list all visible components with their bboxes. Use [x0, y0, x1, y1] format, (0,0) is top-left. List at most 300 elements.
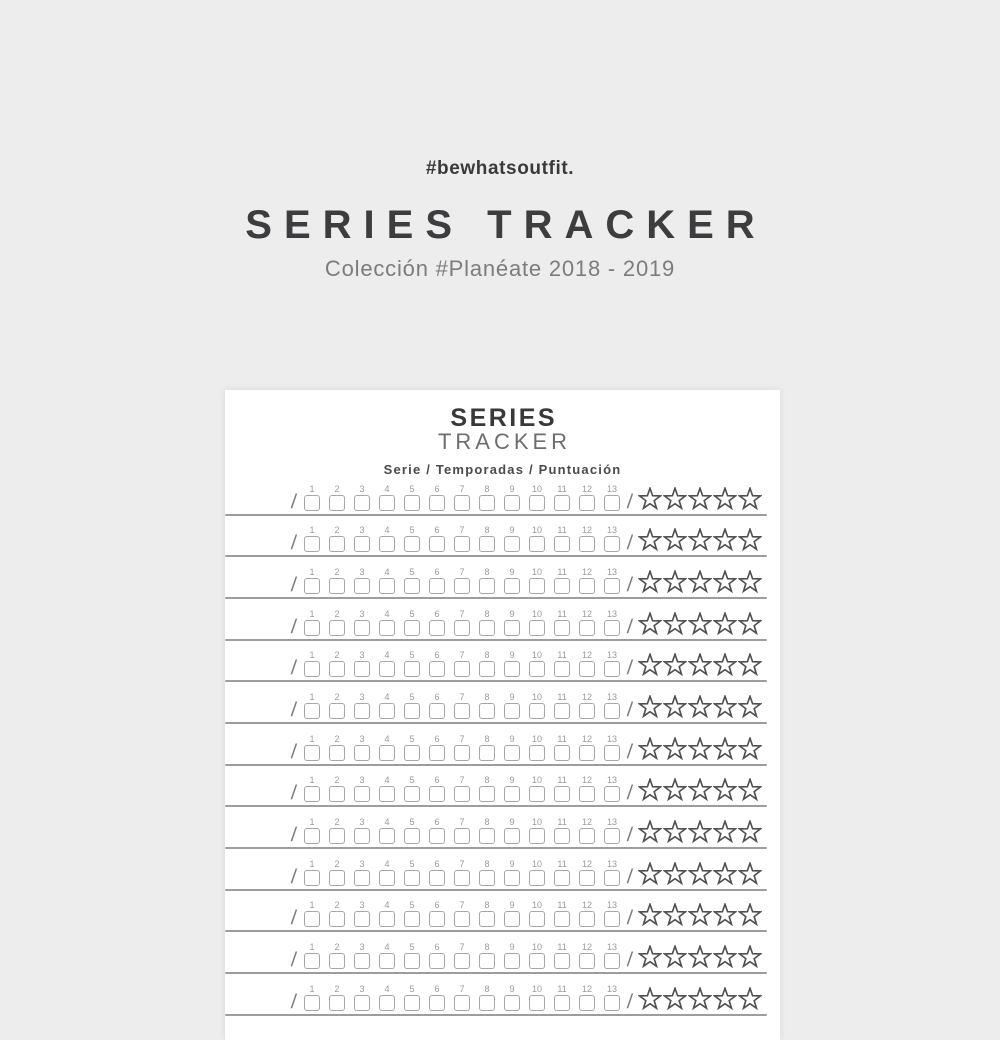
episode-checkbox[interactable]: [504, 953, 520, 969]
episode-checkbox[interactable]: [329, 995, 345, 1011]
episode-checkbox[interactable]: [504, 703, 520, 719]
star-icon[interactable]: [663, 862, 687, 886]
episode-checkbox[interactable]: [329, 911, 345, 927]
episode-checkbox[interactable]: [579, 578, 595, 594]
episode-checkbox[interactable]: [454, 661, 470, 677]
star-icon[interactable]: [738, 570, 762, 594]
episode-checkbox[interactable]: [379, 620, 395, 636]
episode-checkbox[interactable]: [429, 786, 445, 802]
episode-cell: [350, 775, 375, 802]
episode-checkbox[interactable]: [529, 870, 545, 886]
episode-checkbox[interactable]: [479, 703, 495, 719]
episode-checkbox[interactable]: [604, 828, 620, 844]
series-name-field[interactable]: [227, 534, 289, 552]
star-icon[interactable]: [638, 820, 662, 844]
star-icon[interactable]: [738, 903, 762, 927]
episode-checkbox[interactable]: [404, 870, 420, 886]
star-icon[interactable]: [638, 570, 662, 594]
star-icon[interactable]: [688, 612, 712, 636]
star-icon[interactable]: [688, 862, 712, 886]
episode-checkbox[interactable]: [379, 911, 395, 927]
episode-checkbox[interactable]: [354, 620, 370, 636]
episode-checkbox[interactable]: [604, 953, 620, 969]
star-icon[interactable]: [638, 528, 662, 552]
episode-checkbox[interactable]: [554, 703, 570, 719]
episode-checkbox[interactable]: [604, 495, 620, 511]
episode-checkbox[interactable]: [304, 495, 320, 511]
series-name-field[interactable]: [227, 576, 289, 594]
star-icon[interactable]: [688, 487, 712, 511]
star-icon[interactable]: [663, 737, 687, 761]
episode-checkbox[interactable]: [304, 870, 320, 886]
episode-checkbox[interactable]: [454, 495, 470, 511]
episode-cell: [600, 859, 625, 886]
episode-cell: [325, 859, 350, 886]
episode-checkbox[interactable]: [404, 995, 420, 1011]
sheet-legend: Serie / Temporadas / Puntuación: [383, 462, 622, 477]
episode-checkbox[interactable]: [429, 578, 445, 594]
seasons-open-slash: /: [290, 865, 298, 888]
star-icon[interactable]: [738, 695, 762, 719]
episode-checkbox[interactable]: [504, 995, 520, 1011]
episode-cell: [400, 775, 425, 802]
episode-checkbox[interactable]: [604, 786, 620, 802]
star-icon[interactable]: [638, 903, 662, 927]
episode-number: 9: [509, 650, 515, 661]
episode-number: 3: [359, 691, 365, 702]
star-icon[interactable]: [713, 612, 737, 636]
episode-checkbox[interactable]: [554, 786, 570, 802]
episode-checkbox[interactable]: [304, 995, 320, 1011]
episode-checkbox[interactable]: [329, 703, 345, 719]
star-icon[interactable]: [713, 570, 737, 594]
episode-checkbox[interactable]: [404, 536, 420, 552]
episode-cell: [425, 817, 450, 844]
episode-checkbox[interactable]: [329, 870, 345, 886]
episode-checkbox[interactable]: [579, 786, 595, 802]
star-icon[interactable]: [638, 487, 662, 511]
episode-checkbox[interactable]: [379, 786, 395, 802]
episode-checkbox[interactable]: [404, 745, 420, 761]
tracker-row-content: [225, 484, 780, 511]
episode-checkbox[interactable]: [429, 828, 445, 844]
star-icon[interactable]: [638, 987, 662, 1011]
episode-checkbox[interactable]: [454, 536, 470, 552]
episode-checkbox[interactable]: [329, 828, 345, 844]
episode-checkbox[interactable]: [379, 536, 395, 552]
episode-number: 3: [359, 733, 365, 744]
episode-checkbox[interactable]: [579, 536, 595, 552]
episode-checkbox[interactable]: [304, 745, 320, 761]
episode-checkbox[interactable]: [504, 786, 520, 802]
episode-checkbox[interactable]: [554, 745, 570, 761]
episode-cell: [400, 984, 425, 1011]
star-icon[interactable]: [713, 903, 737, 927]
episode-checkbox[interactable]: [429, 911, 445, 927]
episode-checkbox[interactable]: [529, 578, 545, 594]
episode-checkbox[interactable]: [554, 995, 570, 1011]
episode-checkbox[interactable]: [554, 536, 570, 552]
episode-checkbox[interactable]: [579, 703, 595, 719]
episode-checkbox[interactable]: [304, 911, 320, 927]
episode-checkbox[interactable]: [304, 578, 320, 594]
episode-checkbox[interactable]: [354, 703, 370, 719]
episode-checkbox[interactable]: [579, 911, 595, 927]
episode-checkbox[interactable]: [504, 911, 520, 927]
star-icon[interactable]: [688, 945, 712, 969]
tracker-row-content: [225, 900, 780, 930]
episode-checkbox[interactable]: [479, 995, 495, 1011]
row-rule: [225, 555, 767, 557]
star-icon[interactable]: [688, 570, 712, 594]
episode-checkbox[interactable]: [479, 536, 495, 552]
episode-checkbox[interactable]: [604, 911, 620, 927]
episode-number: 1: [309, 900, 315, 911]
series-name-field[interactable]: [227, 659, 289, 677]
episode-checkbox[interactable]: [579, 828, 595, 844]
episode-checkbox[interactable]: [604, 536, 620, 552]
episode-cell: [475, 900, 500, 927]
episode-checkbox[interactable]: [529, 703, 545, 719]
episode-cell: [550, 609, 575, 636]
episode-checkbox[interactable]: [479, 786, 495, 802]
episode-checkbox[interactable]: [529, 911, 545, 927]
episode-checkbox[interactable]: [604, 620, 620, 636]
star-icon[interactable]: [663, 653, 687, 677]
episode-checkbox[interactable]: [529, 536, 545, 552]
series-name-field[interactable]: [227, 909, 289, 927]
episode-checkbox[interactable]: [529, 995, 545, 1011]
episode-checkbox[interactable]: [529, 495, 545, 511]
episode-checkbox[interactable]: [604, 661, 620, 677]
episode-checkbox[interactable]: [304, 953, 320, 969]
episode-checkbox[interactable]: [529, 828, 545, 844]
episode-checkbox[interactable]: [479, 745, 495, 761]
episode-checkbox[interactable]: [404, 828, 420, 844]
star-icon[interactable]: [738, 862, 762, 886]
episode-checkbox[interactable]: [604, 870, 620, 886]
star-icon[interactable]: [713, 695, 737, 719]
episode-number: 13: [607, 650, 618, 661]
star-icon[interactable]: [713, 778, 737, 802]
series-name-field[interactable]: [227, 826, 289, 844]
star-icon[interactable]: [688, 653, 712, 677]
episode-checkbox[interactable]: [329, 745, 345, 761]
series-name-field[interactable]: [227, 951, 289, 969]
episode-checkbox[interactable]: [604, 578, 620, 594]
episode-cell: [375, 984, 400, 1011]
episode-number: 8: [484, 566, 490, 577]
episode-checkbox[interactable]: [554, 620, 570, 636]
episode-checkbox[interactable]: [304, 786, 320, 802]
episode-checkbox[interactable]: [404, 953, 420, 969]
star-icon[interactable]: [663, 987, 687, 1011]
episode-number: 2: [334, 483, 340, 494]
episode-checkbox[interactable]: [329, 620, 345, 636]
episode-checkbox[interactable]: [529, 953, 545, 969]
episode-checkbox[interactable]: [529, 661, 545, 677]
episode-cell: [350, 984, 375, 1011]
episode-number: 1: [309, 650, 315, 661]
episode-checkbox[interactable]: [504, 620, 520, 636]
episode-checkbox[interactable]: [479, 911, 495, 927]
episode-checkbox[interactable]: [479, 661, 495, 677]
episode-checkbox[interactable]: [429, 870, 445, 886]
episode-checkbox[interactable]: [379, 995, 395, 1011]
episode-checkbox[interactable]: [379, 745, 395, 761]
episode-checkbox[interactable]: [304, 703, 320, 719]
episode-number: 4: [384, 608, 390, 619]
episode-number: 3: [359, 900, 365, 911]
star-icon[interactable]: [738, 612, 762, 636]
episode-number: 6: [434, 608, 440, 619]
episode-checkbox[interactable]: [429, 745, 445, 761]
star-icon[interactable]: [738, 945, 762, 969]
episode-checkbox[interactable]: [454, 911, 470, 927]
series-name-field[interactable]: [227, 493, 289, 511]
episode-checkbox[interactable]: [354, 578, 370, 594]
star-icon[interactable]: [688, 737, 712, 761]
episode-cell: [450, 734, 475, 761]
star-icon[interactable]: [663, 695, 687, 719]
star-icon[interactable]: [713, 653, 737, 677]
episode-number: 12: [582, 941, 593, 952]
page-title: SERIES TRACKER: [245, 203, 767, 247]
star-icon[interactable]: [688, 695, 712, 719]
star-icon[interactable]: [638, 695, 662, 719]
episode-checkbox[interactable]: [404, 495, 420, 511]
star-icon[interactable]: [688, 778, 712, 802]
star-icon[interactable]: [638, 862, 662, 886]
episode-checkbox[interactable]: [579, 661, 595, 677]
episode-checkbox[interactable]: [329, 786, 345, 802]
star-icon[interactable]: [638, 612, 662, 636]
star-icon[interactable]: [663, 570, 687, 594]
star-icon[interactable]: [738, 778, 762, 802]
episode-checkbox[interactable]: [429, 620, 445, 636]
episode-number: 11: [557, 650, 567, 661]
series-name-field[interactable]: [227, 784, 289, 802]
star-icon[interactable]: [713, 945, 737, 969]
episode-checkbox[interactable]: [354, 536, 370, 552]
episode-checkbox[interactable]: [429, 661, 445, 677]
episode-cell: [425, 609, 450, 636]
episode-checkbox[interactable]: [354, 911, 370, 927]
episode-checkbox[interactable]: [529, 745, 545, 761]
star-icon[interactable]: [738, 653, 762, 677]
row-rule: [225, 597, 767, 599]
episode-checkbox[interactable]: [454, 953, 470, 969]
rating-slash: /: [625, 657, 633, 680]
episode-checkbox[interactable]: [404, 703, 420, 719]
episode-number: 9: [509, 733, 515, 744]
episode-checkbox[interactable]: [529, 620, 545, 636]
star-icon[interactable]: [713, 820, 737, 844]
episode-checkbox[interactable]: [354, 870, 370, 886]
star-icon[interactable]: [738, 820, 762, 844]
episode-checkbox[interactable]: [554, 495, 570, 511]
episode-checkbox[interactable]: [454, 620, 470, 636]
episode-checkbox[interactable]: [404, 620, 420, 636]
episode-checkbox[interactable]: [354, 495, 370, 511]
episode-number: 12: [582, 983, 593, 994]
episode-number: 4: [384, 525, 390, 536]
star-icon[interactable]: [688, 820, 712, 844]
star-icon[interactable]: [713, 528, 737, 552]
star-icon[interactable]: [688, 903, 712, 927]
episode-checkbox[interactable]: [429, 995, 445, 1011]
series-name-field[interactable]: [227, 701, 289, 719]
episode-checkbox[interactable]: [429, 495, 445, 511]
episode-checkbox[interactable]: [404, 578, 420, 594]
episode-checkbox[interactable]: [379, 870, 395, 886]
episode-checkbox[interactable]: [554, 828, 570, 844]
episode-checkbox[interactable]: [304, 828, 320, 844]
star-icon[interactable]: [663, 945, 687, 969]
episode-number: 10: [532, 775, 543, 786]
episode-checkbox[interactable]: [604, 995, 620, 1011]
star-icon[interactable]: [738, 487, 762, 511]
episode-checkbox[interactable]: [579, 870, 595, 886]
episode-checkbox[interactable]: [304, 536, 320, 552]
episode-checkbox[interactable]: [404, 786, 420, 802]
episode-number: 5: [409, 983, 415, 994]
episode-checkbox[interactable]: [579, 995, 595, 1011]
episode-checkbox[interactable]: [354, 786, 370, 802]
episode-checkbox[interactable]: [479, 495, 495, 511]
episode-number: 1: [309, 775, 315, 786]
episode-checkbox[interactable]: [354, 953, 370, 969]
episode-checkbox[interactable]: [354, 995, 370, 1011]
episode-checkbox[interactable]: [379, 953, 395, 969]
episode-checkbox[interactable]: [454, 745, 470, 761]
episode-checkbox[interactable]: [454, 578, 470, 594]
episode-number: 6: [434, 650, 440, 661]
episode-checkbox[interactable]: [479, 578, 495, 594]
star-icon[interactable]: [688, 987, 712, 1011]
episode-checkbox[interactable]: [579, 953, 595, 969]
episode-checkbox[interactable]: [479, 870, 495, 886]
episode-checkbox[interactable]: [454, 870, 470, 886]
star-icon[interactable]: [713, 737, 737, 761]
star-icon[interactable]: [738, 737, 762, 761]
episode-cell: [350, 609, 375, 636]
series-name-field[interactable]: [227, 618, 289, 636]
episode-number: 10: [532, 525, 543, 536]
star-icon[interactable]: [663, 487, 687, 511]
episode-checkbox[interactable]: [554, 953, 570, 969]
episode-checkbox[interactable]: [329, 661, 345, 677]
episode-checkbox[interactable]: [479, 828, 495, 844]
episode-checkbox[interactable]: [479, 953, 495, 969]
episode-checkbox[interactable]: [504, 536, 520, 552]
star-icon[interactable]: [663, 778, 687, 802]
episode-checkbox[interactable]: [379, 703, 395, 719]
star-icon[interactable]: [638, 737, 662, 761]
episode-checkbox[interactable]: [429, 953, 445, 969]
episode-cell: [400, 734, 425, 761]
episode-checkbox[interactable]: [554, 578, 570, 594]
star-icon[interactable]: [638, 653, 662, 677]
episode-checkbox[interactable]: [504, 661, 520, 677]
episode-checkbox[interactable]: [504, 870, 520, 886]
episode-checkbox[interactable]: [429, 536, 445, 552]
episode-checkbox[interactable]: [304, 620, 320, 636]
episode-checkbox[interactable]: [329, 953, 345, 969]
collection-subtitle: Colección #Planéate 2018 - 2019: [324, 256, 676, 281]
episode-cell: [325, 650, 350, 677]
episode-cell: [325, 525, 350, 552]
episode-checkbox[interactable]: [504, 578, 520, 594]
episode-checkbox[interactable]: [504, 495, 520, 511]
episode-checkbox[interactable]: [354, 745, 370, 761]
episode-checkbox[interactable]: [604, 703, 620, 719]
episode-checkbox[interactable]: [504, 828, 520, 844]
episode-checkbox[interactable]: [554, 661, 570, 677]
episode-number: 9: [509, 608, 515, 619]
star-icon[interactable]: [738, 987, 762, 1011]
star-icon[interactable]: [738, 528, 762, 552]
episode-checkbox[interactable]: [579, 745, 595, 761]
episode-number: 10: [532, 941, 543, 952]
episode-cell: [600, 484, 625, 511]
episode-checkbox[interactable]: [404, 661, 420, 677]
star-icon[interactable]: [638, 945, 662, 969]
episode-checkbox[interactable]: [454, 786, 470, 802]
episode-cell: [575, 859, 600, 886]
episode-checkbox[interactable]: [379, 578, 395, 594]
episode-checkbox[interactable]: [404, 911, 420, 927]
series-name-field[interactable]: [227, 868, 289, 886]
episode-checkbox[interactable]: [554, 911, 570, 927]
episode-checkbox[interactable]: [454, 828, 470, 844]
episode-checkbox[interactable]: [454, 995, 470, 1011]
star-icon[interactable]: [713, 487, 737, 511]
episode-cell: [550, 734, 575, 761]
episode-checkbox[interactable]: [554, 870, 570, 886]
episode-checkbox[interactable]: [579, 620, 595, 636]
star-icon[interactable]: [688, 528, 712, 552]
episode-checkbox[interactable]: [604, 745, 620, 761]
star-icon[interactable]: [713, 987, 737, 1011]
episode-checkbox[interactable]: [354, 661, 370, 677]
episode-checkbox[interactable]: [379, 828, 395, 844]
star-icon[interactable]: [663, 612, 687, 636]
episode-checkbox[interactable]: [529, 786, 545, 802]
star-icon[interactable]: [638, 778, 662, 802]
series-name-field[interactable]: [227, 743, 289, 761]
series-name-field[interactable]: [227, 993, 289, 1011]
episode-checkbox[interactable]: [379, 495, 395, 511]
episode-checkbox[interactable]: [329, 536, 345, 552]
star-icon[interactable]: [663, 903, 687, 927]
star-icon[interactable]: [713, 862, 737, 886]
episode-checkbox[interactable]: [429, 703, 445, 719]
episode-checkbox[interactable]: [479, 620, 495, 636]
episode-checkbox[interactable]: [354, 828, 370, 844]
tracker-row: [225, 849, 780, 891]
episode-checkbox[interactable]: [504, 745, 520, 761]
episode-checkbox[interactable]: [329, 578, 345, 594]
episode-checkbox[interactable]: [329, 495, 345, 511]
episode-checkbox[interactable]: [454, 703, 470, 719]
episode-checkbox[interactable]: [379, 661, 395, 677]
episode-checkbox[interactable]: [579, 495, 595, 511]
star-icon[interactable]: [663, 820, 687, 844]
episode-checkbox[interactable]: [304, 661, 320, 677]
episode-cell: [500, 484, 525, 511]
star-icon[interactable]: [663, 528, 687, 552]
